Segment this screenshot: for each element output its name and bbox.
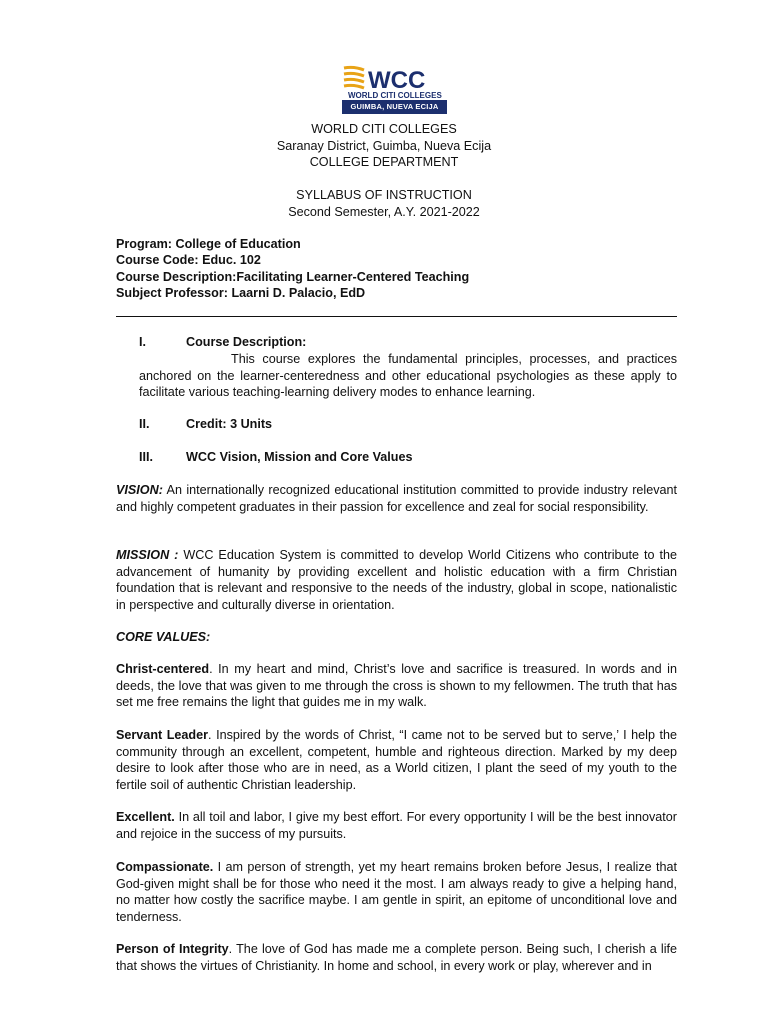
vision-label: VISION:	[116, 483, 163, 497]
course-description-body: This course explores the fundamental principles, processes, and practices anchored on the learner-centeredness and other educational psychologies as these apply to facilitate various teaching-learning delivery modes to enhance learning.	[139, 352, 677, 399]
value-compassionate: Compassionate. I am person of strength, yet my heart remains broken before Jesus, I realize that God-given might shall be for those who need it the most. I am always ready to give a helping hand, no matter how costly the sacrifice maybe. I am gentle in spirit, an epitome of unconditional love and tenderness.	[116, 860, 677, 924]
value-person-of-integrity: Person of Integrity. The love of God has made me a complete person. Being such, I cherish a life that shows the virtues of Christianity. In home and school, in every work or play, wherever and in	[116, 942, 678, 973]
vision-paragraph: VISION: An internationally recognized educational institution committed to provide industry relevant and highly competent graduates in their passion for excellence and zeal for social responsibility.	[116, 483, 677, 514]
semester-line: Second Semester, A.Y. 2021-2022	[288, 204, 480, 219]
logo-location-band: GUIMBA, NUEVA ECIJA	[342, 100, 447, 114]
horizontal-divider	[116, 316, 677, 317]
course-code-line: Course Code: Educ. 102	[116, 253, 261, 268]
logo-name-text: WORLD CITI COLLEGES	[348, 91, 442, 100]
value-christ-centered: Christ-centered. In my heart and mind, Christ’s love and sacrifice is treasured. In words and in deeds, the love that was given to me through the cross is shown to my fellowmen. The truth that has set me free remains the light that guides me in my walk.	[116, 662, 677, 709]
document-title: SYLLABUS OF INSTRUCTION	[296, 188, 472, 202]
value-excellent: Excellent. In all toil and labor, I give my best effort. For every opportunity I will be the best innovator and rejoice in the success of my pursuits.	[116, 810, 677, 841]
professor-line: Subject Professor: Laarni D. Palacio, EdD	[116, 286, 366, 301]
course-info	[116, 236, 469, 302]
core-values-label: CORE VALUES:	[116, 630, 211, 644]
logo-mark-text: WCC	[368, 67, 426, 94]
program-line: Program: College of Education	[116, 237, 301, 251]
institution-name: WORLD CITI COLLEGES	[311, 122, 457, 136]
section-3-title: WCC Vision, Mission and Core Values	[186, 450, 413, 464]
document-title-block	[0, 187, 768, 220]
section-3-number: III.	[139, 450, 153, 464]
department-name: COLLEGE DEPARTMENT	[309, 155, 459, 169]
section-1-number: I.	[139, 335, 146, 349]
mission-paragraph: MISSION : WCC Education System is committed to develop World Citizens who contribute to the advancement of humanity by providing excellent and holistic education with a firm Christian foundation that is relevant and responsive to the needs of the industry, global in scope, nationalistic in perspective and culturally diverse in orientation.	[116, 548, 678, 612]
institution-address: Saranay District, Guimba, Nueva Ecija	[276, 138, 492, 153]
value-servant-leader: Servant Leader. Inspired by the words of Christ, “I came not to be served but to serve,’ I help the community through an excellent, competent, humble and righteous direction. Marked by my deep desire to look after those who are in need, as a World citizen, I plant the seed of my youth to the fertile soil of authentic Christian leadership.	[116, 728, 677, 792]
wcc-logo-mark	[338, 60, 451, 100]
section-1-title: Course Description:	[186, 335, 307, 349]
mission-label: MISSION :	[116, 548, 179, 562]
section-2-number: II.	[139, 417, 150, 431]
institution-header	[0, 121, 768, 171]
wcc-logo	[338, 60, 451, 114]
course-description-line: Course Description:Facilitating Learner-Centered Teaching	[116, 269, 470, 284]
section-2-title: Credit: 3 Units	[186, 417, 273, 431]
